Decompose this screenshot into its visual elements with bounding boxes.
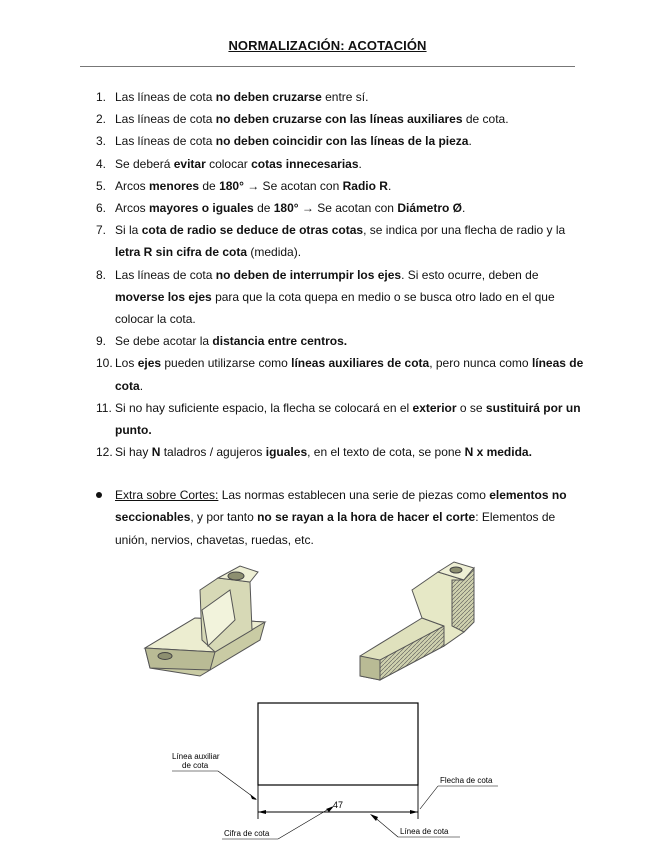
- extra-text: : Elementos de unión, nervios, chavetas, ruedas, etc.: [115, 510, 556, 547]
- rule-emphasis: líneas de cota: [115, 356, 584, 393]
- rule-emphasis: ejes: [137, 356, 162, 371]
- rule-number: 10.: [96, 356, 113, 371]
- rule-text: pueden utilizarse como: [161, 356, 292, 371]
- aux-label-line1: Línea auxiliar: [172, 752, 220, 761]
- rule-emphasis: sustituirá por un punto.: [115, 400, 581, 438]
- rule-emphasis: moverse los ejes: [115, 289, 212, 304]
- rule-item: [96, 108, 586, 130]
- rule-emphasis: Radio R: [342, 178, 388, 193]
- rule-text: Las líneas de cota: [115, 134, 216, 149]
- extra-emphasis: no se rayan a la hora de hacer el corte: [257, 510, 476, 525]
- arrow-right-icon: [410, 810, 418, 814]
- rule-text: Si la: [115, 223, 142, 238]
- aux-label-line2: de cota: [182, 761, 209, 770]
- rule-emphasis: mayores o iguales: [149, 201, 254, 216]
- rule-text: o se: [456, 400, 486, 415]
- title-divider: [80, 66, 575, 67]
- rule-item: [96, 175, 586, 197]
- rule-emphasis: cotas innecesarias: [251, 156, 359, 171]
- rule-item: [96, 330, 586, 352]
- extra-heading: Extra sobre Cortes:: [115, 488, 219, 502]
- rule-text: de: [253, 201, 274, 216]
- rule-emphasis: evitar: [173, 156, 206, 171]
- rule-text: .: [358, 156, 362, 171]
- rule-number: 1.: [96, 90, 107, 104]
- rule-text: de: [199, 178, 220, 193]
- rule-emphasis: no deben de interrumpir los ejes: [215, 267, 402, 282]
- figure-label: Cifra de cota: [224, 829, 270, 838]
- rule-text: Se debe acotar la: [115, 334, 213, 349]
- rule-number: 2.: [96, 112, 107, 127]
- rule-item: [96, 153, 586, 175]
- extra-note: [96, 484, 585, 551]
- rule-text: Si no hay suficiente espacio, la flecha se colocará en el: [115, 400, 413, 415]
- rule-text: Los: [115, 356, 138, 371]
- rule-emphasis: N x medida.: [464, 445, 532, 460]
- sectioned-bracket-image: [352, 556, 482, 682]
- rules-list: [96, 86, 586, 463]
- rule-number: 4.: [96, 156, 107, 171]
- rule-emphasis: distancia entre centros.: [212, 334, 348, 349]
- rule-text: Las líneas de cota: [115, 90, 216, 104]
- rule-text: taladros / agujeros: [160, 445, 266, 460]
- rule-text: Arcos: [115, 178, 150, 193]
- rule-number: 12.: [96, 445, 113, 460]
- rule-text: , se indica por una flecha de radio y la: [363, 223, 566, 238]
- rule-text: Arcos: [115, 201, 150, 216]
- rule-emphasis: iguales: [265, 445, 308, 460]
- rule-item: [96, 397, 586, 441]
- rule-text: → Se acotan con: [243, 178, 343, 193]
- rule-text: .: [139, 378, 144, 393]
- extra-emphasis: elementos no seccionables: [115, 488, 567, 525]
- rule-emphasis: no deben cruzarse: [215, 90, 322, 104]
- rule-emphasis: letra R sin cifra de cota: [115, 245, 248, 260]
- rule-emphasis: N: [151, 445, 161, 460]
- rule-emphasis: 180°: [219, 178, 244, 193]
- rule-text: , pero nunca como: [429, 356, 532, 371]
- rule-emphasis: exterior: [412, 400, 457, 415]
- rule-emphasis: no deben cruzarse con las líneas auxiliares: [215, 112, 463, 127]
- rule-text: .: [387, 178, 392, 193]
- rule-text: Si hay: [115, 445, 152, 460]
- rule-emphasis: no deben coincidir con las líneas de la pieza: [215, 134, 469, 149]
- rule-text: .: [468, 134, 472, 149]
- rule-emphasis: 180°: [273, 201, 299, 216]
- rule-text: (medida).: [247, 245, 302, 260]
- rule-number: 8.: [96, 267, 107, 282]
- arrow-label: Flecha de cota: [440, 776, 493, 785]
- dimension-value: 47: [332, 800, 344, 810]
- page-title: NORMALIZACIÓN: ACOTACIÓN: [228, 38, 427, 53]
- rule-item: [96, 219, 586, 263]
- rule-text: para que la cota quepa en medio o se busca otro lado en el que colocar la cota.: [115, 289, 555, 327]
- rule-item: [96, 197, 586, 219]
- rule-text: Las líneas de cota: [115, 267, 216, 282]
- extra-text: , y por tanto: [190, 510, 258, 525]
- rule-emphasis: Diámetro Ø: [397, 201, 462, 216]
- line-label: Línea de cota: [400, 827, 449, 836]
- arrow-left-icon: [258, 810, 266, 814]
- rule-emphasis: menores: [149, 178, 200, 193]
- rule-emphasis: cota de radio se deduce de otras cotas: [141, 223, 364, 238]
- rule-emphasis: líneas auxiliares de cota: [291, 356, 430, 371]
- dimension-diagram: [160, 695, 510, 845]
- bracket-3d-image: [140, 560, 275, 680]
- rule-text: → Se acotan con: [298, 201, 398, 216]
- rule-text: .: [462, 201, 466, 216]
- rule-item: [96, 86, 586, 108]
- bullet-icon: [96, 492, 102, 498]
- rule-text: Se deberá: [115, 156, 174, 171]
- rule-number: 9.: [96, 334, 107, 349]
- rule-text: . Si esto ocurre, deben de: [401, 267, 539, 282]
- rule-number: 6.: [96, 201, 107, 216]
- rule-text: colocar: [205, 156, 252, 171]
- rule-item: [96, 441, 586, 463]
- extra-text: Las normas establecen una serie de piezas como: [218, 488, 490, 502]
- rule-item: [96, 352, 586, 396]
- aux-label-leader: [218, 771, 256, 799]
- rule-number: 11.: [96, 400, 112, 415]
- rule-text: Las líneas de cota: [115, 112, 216, 127]
- rule-item: [96, 264, 586, 331]
- arrow-label-leader: [420, 786, 438, 809]
- rule-item: [96, 130, 586, 152]
- rule-number: 7.: [96, 223, 107, 238]
- part-outline: [258, 703, 418, 785]
- rule-number: 5.: [96, 178, 107, 193]
- rule-text: de cota.: [462, 112, 509, 127]
- rule-text: , en el texto de cota, se pone: [307, 445, 465, 460]
- rule-text: entre sí.: [321, 90, 369, 104]
- rule-number: 3.: [96, 134, 107, 149]
